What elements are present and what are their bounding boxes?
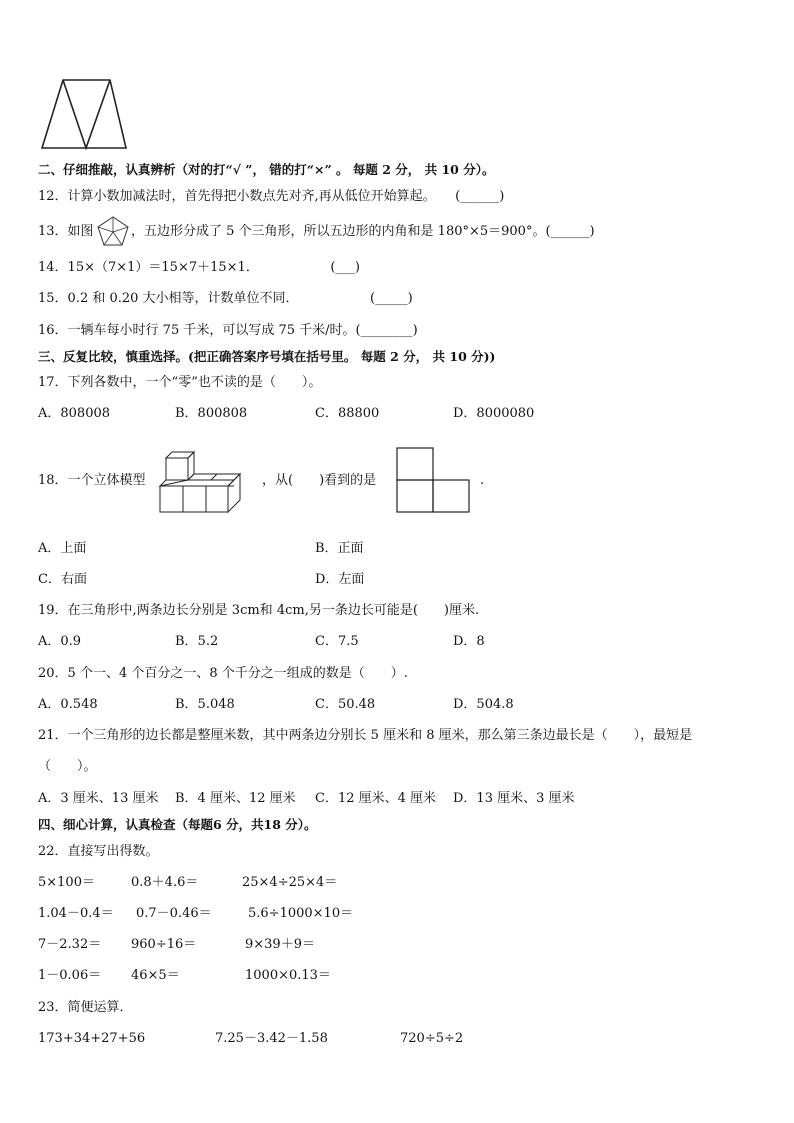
calc-item: 0.7－0.46＝ — [136, 906, 212, 921]
q17-option-a: A．808008 — [38, 406, 111, 421]
q18-option-d: D．左面 — [315, 572, 365, 587]
calc-item: 9×39＋9＝ — [245, 937, 315, 952]
q18-option-a: A．上面 — [38, 541, 87, 556]
q19-option-a: A．0.9 — [38, 634, 82, 649]
q19-option-c: C．7.5 — [315, 634, 359, 649]
q20-option-c: C．50.48 — [315, 697, 376, 712]
question-13-prefix: 13．如图 — [38, 224, 94, 239]
q17-option-c: C．88800 — [315, 406, 380, 421]
q21-option-a: A．3 厘米、13 厘米 — [38, 791, 159, 806]
question-21-stem-line2: （ ）。 — [38, 759, 97, 774]
q20-option-d: D．504.8 — [453, 697, 514, 712]
calc-item: 1－0.06＝ — [38, 968, 102, 983]
calc-item: 46×5＝ — [131, 968, 180, 983]
question-14: 14．15×（7×1）＝15×7＋15×1． (___) — [38, 260, 360, 275]
calc-item: 0.8＋4.6＝ — [131, 875, 199, 890]
section-3-heading: 三、反复比较，慎重选择。(把正确答案序号填在括号里。 每题 2 分， 共 10 分)) — [38, 349, 496, 364]
calc-item: 25×4÷25×4＝ — [242, 875, 338, 890]
question-23-stem: 23．简便运算． — [38, 1000, 133, 1015]
calc-item: 1.04－0.4＝ — [38, 906, 114, 921]
trapezoid-triangles-figure — [38, 78, 130, 152]
question-18-prefix: 18．一个立体模型 — [38, 473, 146, 488]
question-22-stem: 22．直接写出得数。 — [38, 844, 159, 859]
question-17-stem: 17．下列各数中，一个“零”也不读的是（ ）。 — [38, 375, 322, 390]
q17-option-b: B．800808 — [175, 406, 248, 421]
question-21-stem-line1: 21．一个三角形的边长都是整厘米数，其中两条边分别长 5 厘米和 8 厘米，那么第三条边最长是（ ），最短是 — [38, 728, 693, 743]
q21-option-c: C．12 厘米、4 厘米 — [315, 791, 437, 806]
question-13-text: ，五边形分成了 5 个三角形，所以五边形的内角和是 180°×5＝900°。(______) — [131, 224, 595, 239]
question-16: 16．一辆车每小时行 75 千米，可以写成 75 千米/时。(________) — [38, 323, 418, 338]
calc-item: 5×100＝ — [38, 875, 95, 890]
calc-item: 960÷16＝ — [131, 937, 197, 952]
simplify-item: 7.25－3.42－1.58 — [215, 1031, 328, 1046]
question-20-stem: 20．5 个一、4 个百分之一、8 个千分之一组成的数是（ ）. — [38, 666, 408, 681]
section-4-heading: 四、细心计算，认真检查（每题6 分，共18 分）。 — [38, 817, 317, 832]
simplify-item: 720÷5÷2 — [400, 1031, 464, 1046]
q18-option-c: C．右面 — [38, 572, 87, 587]
question-18-end: . — [480, 473, 485, 488]
view-figure — [396, 447, 470, 513]
cube-model-figure — [158, 450, 248, 516]
pentagon-icon — [96, 215, 130, 247]
calc-item: 7－2.32＝ — [38, 937, 102, 952]
q21-option-d: D．13 厘米、3 厘米 — [453, 791, 575, 806]
q17-option-d: D．8000080 — [453, 406, 535, 421]
calc-item: 5.6÷1000×10＝ — [248, 906, 354, 921]
question-19-stem: 19．在三角形中,两条边长分别是 3cm和 4cm,另一条边长可能是( )厘米. — [38, 603, 480, 618]
q18-option-b: B．正面 — [315, 541, 364, 556]
question-15: 15．0.2 和 0.20 大小相等，计数单位不同． (_____) — [38, 291, 413, 306]
question-18-text: ，从( )看到的是 — [262, 473, 377, 488]
simplify-item: 173+34+27+56 — [38, 1031, 146, 1046]
q19-option-d: D．8 — [453, 634, 485, 649]
q19-option-b: B．5.2 — [175, 634, 219, 649]
q20-option-a: A．0.548 — [38, 697, 98, 712]
calc-item: 1000×0.13＝ — [245, 968, 331, 983]
question-12: 12．计算小数加减法时，首先得把小数点先对齐,再从低位开始算起。 (______) — [38, 189, 505, 204]
section-2-heading: 二、仔细推敲，认真辨析（对的打“√ ”， 错的打“×” 。 每题 2 分， 共 10 分）。 — [38, 162, 495, 177]
q21-option-b: B．4 厘米、12 厘米 — [175, 791, 296, 806]
q20-option-b: B．5.048 — [175, 697, 235, 712]
